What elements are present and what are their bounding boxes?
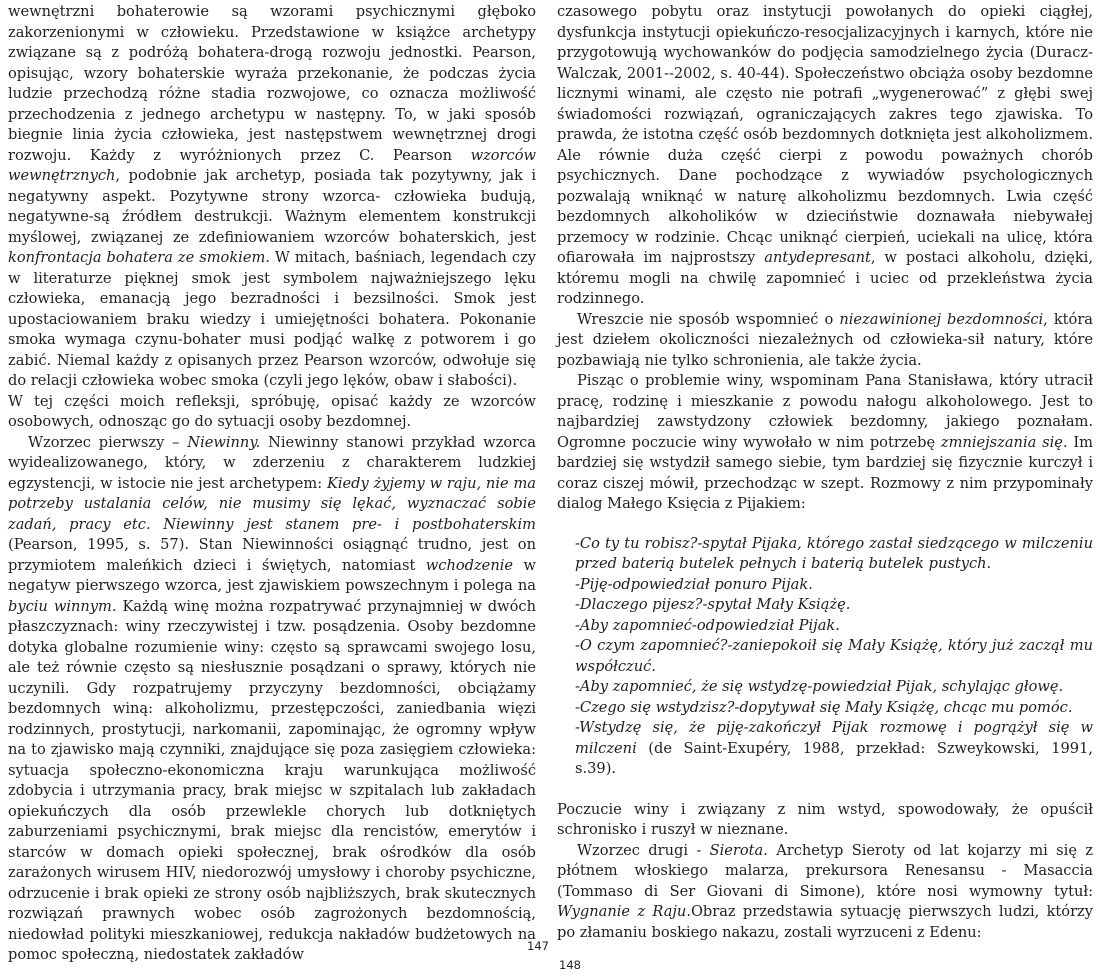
text-run: , która jest dziełem okoliczności niezależnych od człowieka-sił natury, które pozbawiają nie tylko schronienia, ale także życia. [557, 310, 1093, 369]
paragraph [8, 2, 536, 392]
text-run: w negatyw pierwszego wzorca, jest zjawiskiem powszechnym i polega na [8, 556, 536, 594]
quote-line: -Aby zapomnieć, że się wstydzę-powiedział Pijak, schylając głowę. [575, 678, 1064, 695]
text-run: Wreszcie nie sposób wspomnieć o [577, 310, 840, 328]
left-page-column [8, 2, 536, 966]
quote-line: -Co ty tu robisz?-spytał Pijaka, którego zastał siedzącego w milczeniu przed baterią butelek pełnych i baterią butelek pustych. [575, 534, 1093, 572]
italic-term: zmniejszania się [940, 433, 1063, 451]
italic-title: Wygnanie z Raju. [557, 903, 691, 920]
italic-term: konfrontacja bohatera ze smokiem [8, 249, 266, 266]
page-number-left: 147 [527, 939, 549, 953]
italic-term: Niewinny. [187, 433, 261, 451]
paragraph [557, 2, 1093, 310]
quote-line: -O czym zapomnieć?-zaniepokoił się Mały Książę, który już zaczął mu współczuć. [575, 637, 1093, 675]
text-run: Niewinny stanowi przykład wzorca wyidealizowanego, który, w zderzeniu z charakterem ludzkiej egzystencji, w istocie nie jest archetypem: [8, 433, 536, 492]
paragraph [557, 371, 1093, 515]
text-run: . Im bardziej się wstydził samego siebie, tym bardziej się fizycznie kurczył i coraz ciszej mówił, przechodząc w szept. Rozmowy z nim przypominały dialog Małego Księcia z Pijakiem: [557, 433, 1093, 512]
paragraph [557, 310, 1093, 372]
italic-term: wzorców wewnętrznych [8, 146, 536, 184]
quote-line-last [575, 718, 1093, 780]
paragraph [8, 433, 536, 966]
dialogue-quote [557, 534, 1093, 780]
text-run: Wzorzec pierwszy – [28, 433, 188, 451]
quote-text: -Wstydzę się, że piję-zakończył Pijak rozmowę i pogrążył się w milczeni [575, 719, 1093, 757]
italic-term: wchodzenie [425, 556, 514, 574]
paragraph: W tej części moich refleksji, spróbuję, opisać każdy ze wzorców osobowych, odnosząc go do sytuacji osoby bezdomnej. [8, 392, 536, 430]
text-run: czasowego pobytu oraz instytucji powołanych do opieki ciągłej, dysfunkcja instytucji opiekuńczo-resocjalizacyjnych i karnych, które nie przygotowują wychowanków do podjęcia samodzielnego życia (Duracz-Walczak, 2001--2002, s. 40-44). Społeczeństwo obciąża osoby bezdomne licznymi winami, ale często nie potrafi „wygenerować” z głębi swej świadomości rozwiązań, ograniczających zakres tego zjawiska. To prawda, że istotna część osób bezdomnych dotknięta jest alkoholizmem. Ale równie duża część cierpi z powodu poważnych chorób psychicznych. Dane pochodzące z wywiadów psychologicznych pozwalają wniknąć w naturę alkoholizmu bezdomnych. Lwia część bezdomnych alkoholików w dzieciństwie doznawała niebywałej przemocy w rodzinie. Chcąc uniknąć cierpień, uciekali na ulicę, która ofiarowała im najprostszy [557, 3, 1093, 266]
quote-line: -Aby zapomnieć-odpowiedział Pijak. [575, 616, 840, 634]
italic-term: antydepresant [764, 249, 871, 266]
italic-term: niezawinionej bezdomności [839, 310, 1044, 328]
text-run: . Każdą winę można rozpatrywać przynajmniej w dwóch płaszczyznach: winy rzeczywistej i tzw. posądzenia. Osoby bezdomne dotyka globalne rozumienie winy: często są sprawcami swojego losu, ale też równie często są niesłusznie posądzani o sprawy, których nie uczynili. Gdy rozpatrujemy przyczyny bezdomności, obciążamy bezdomnych winą: alkoholizmu, przestępczości, zaniedbania więzi rodzinnych, prostytucji, narkomanii, zapominając, że ogromny wpływ na to zjawisko mają czynniki, znajdujące się poza zasięgiem człowieka: sytuacja społeczno-ekonomiczna kraju warunkująca możliwość zdobycia i utrzymania pracy, brak miejsc w szpitalach lub zakładach opiekuńczych dla osób przewlekle chorych lub dotkniętych zaburzeniami psychicznymi, brak miejsc dla rencistów, emerytów i starców w domach opieki społecznej, brak ośrodków dla osób zarażonych wirusem HIV, niedorozwój umysłowy i choroby psychiczne, odrzucenie i brak opieki ze strony osób najbliższych, brak skutecznych rozwiązań prawnych wobec osób zagrożonych bezdomnością, niedowład polityki mieszkaniowej, redukcja nakładów budżetowych na pomoc społeczną, niedostatek zakładów [8, 597, 537, 963]
text-run: , w postaci alkoholu, dzięki, któremu mogli na chwilę zapomnieć i uciec od przekleństwa życia rodzinnego. [557, 249, 1093, 307]
quote-line: -Piję-odpowiedział ponuro Pijak. [575, 575, 813, 593]
paragraph: Poczucie winy i związany z nim wstyd, spowodowały, że opuścił schronisko i ruszył w nieznane. [557, 800, 1093, 838]
quote-line: -Dlaczego pijesz?-spytał Mały Książę. [575, 596, 851, 613]
text-run: . Archetyp Sieroty od lat kojarzy mi się z płótnem włoskiego malarza, prekursora Renesansu - Masaccia (Tommaso di Ser Giovani di Simone), które nosi wymowny tytuł: [557, 841, 1093, 900]
text-run: , podobnie jak archetyp, posiada tak pozytywny, jak i negatywny aspekt. Pozytywne strony wzorca- człowieka budują, negatywne-są źródłem destrukcji. Ważnym elementem konstrukcji myślowej, związanej ze zdefiniowaniem wzorców bohaterskich, jest [8, 167, 536, 246]
paragraph [557, 841, 1093, 944]
text-run: (Pearson, 1995, s. 57). Stan Niewinności osiągnąć trudno, jest on przymiotem maleńkich dzieci i świętych, natomiast [8, 536, 536, 574]
italic-term: byciu winnym [8, 597, 112, 615]
italic-quote: Kiedy żyjemy w raju, nie ma potrzeby ustalania celów, nie musimy się lękać, wyznaczać sobie zadań, pracy etc. Niewinny jest stanem pre- i postbohaterskim [8, 474, 536, 533]
citation: (de Saint-Exupéry, 1988, przekład: Szweykowski, 1991, s.39). [575, 739, 1093, 777]
text-run: Wzorzec drugi - [577, 841, 710, 859]
text-run: . W mitach, baśniach, legendach czy w literaturze pięknej smok jest symbolem najważniejszego lęku człowieka, emanacją jego bezradności i bezsilności. Smok jest upostaciowaniem braku wiedzy i umiejętności bohatera. Pokonanie smoka wymaga czynu-bohater musi podjąć walkę z potworem i go zabić. Niemal każdy z opisanych przez Pearson wzorców, odwołuje się do relacji człowieka wobec smoka (czyli jego lęków, obaw i słabości). [8, 249, 537, 389]
right-page-column [557, 2, 1093, 943]
quote-line: -Czego się wstydzisz?-dopytywał się Mały Książę, chcąc mu pomóc. [575, 698, 1073, 716]
text-run: Pisząc o problemie winy, wspominam Pana Stanisława, który utracił pracę, rodzinę i mieszkanie z powodu nałogu alkoholowego. Jest to najbardziej zawstydzony człowiek bezdomny, jakiego poznałam. Ogromne poczucie winy wywołało w nim potrzebę [557, 372, 1093, 451]
text-run: Obraz przedstawia sytuację pierwszych ludzi, którzy po złamaniu boskiego nakazu, zostali wyrzuceni z Edenu: [557, 903, 1093, 941]
page-number-right: 148 [559, 958, 581, 972]
italic-term: Sierota [709, 841, 764, 859]
text-run: wewnętrzni bohaterowie są wzorami psychicznymi głęboko zakorzenionymi w człowieku. Przedstawione w książce archetypy związane są z podróżą bohatera-drogą rozwoju jednostki. Pearson, opisując, wzory bohaterskie wyraża przekonanie, że podczas życia ludzie przechodzą różne stadia rozwojowe, co oznacza możliwość przechodzenia z jednego archetypu w następny. To, w jaki sposób biegnie linia życia człowieka, jest następstwem wewnętrznej drogi rozwoju. Każdy z wyróżnionych przez C. Pearson [8, 3, 536, 164]
